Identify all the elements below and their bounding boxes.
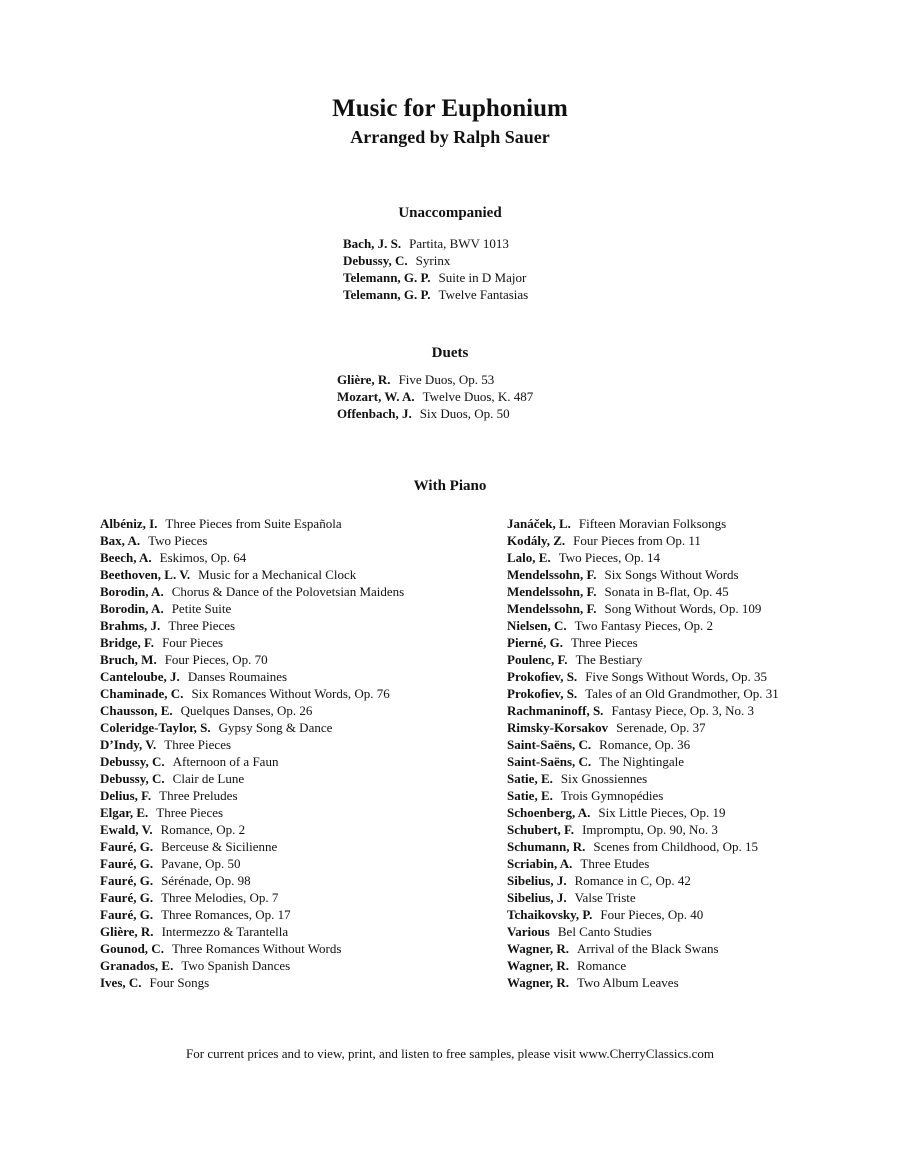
composer-name: Delius, F. [100,788,152,803]
work-title: Danses Roumaines [187,669,288,684]
list-item [100,804,404,821]
list-item [507,753,779,770]
composer-name: Fauré, G. [100,873,154,888]
work-title: Six Little Pieces, Op. 19 [598,805,726,820]
work-title: Five Songs Without Words, Op. 35 [585,669,767,684]
list-item [507,583,779,600]
composer-name: Gounod, C. [100,941,164,956]
list-item [100,872,404,889]
list-item [100,515,404,532]
composer-name: Prokofiev, S. [507,669,578,684]
work-title: Pavane, Op. 50 [161,856,241,871]
work-title: Two Pieces, Op. 14 [558,550,660,565]
composer-name: Glière, R. [100,924,154,939]
list-item [100,566,404,583]
composer-name: Pierné, G. [507,635,563,650]
composer-name: Janáček, L. [507,516,571,531]
list-item [343,252,528,269]
work-title: Fifteen Moravian Folksongs [578,516,727,531]
composer-name: Bruch, M. [100,652,157,667]
list-item [100,974,404,991]
composer-name: Nielsen, C. [507,618,567,633]
work-title: Valse Triste [574,890,636,905]
work-title: Romance, Op. 2 [160,822,246,837]
work-title: Syrinx [415,253,451,268]
list-item [337,371,533,388]
list-item [100,753,404,770]
list-item [507,549,779,566]
duets-list [337,371,533,422]
work-title: Two Fantasy Pieces, Op. 2 [574,618,714,633]
work-title: Trois Gymnopédies [560,788,664,803]
work-title: Romance in C, Op. 42 [574,873,691,888]
work-title: Twelve Fantasias [438,287,529,302]
composer-name: Prokofiev, S. [507,686,578,701]
composer-name: Wagner, R. [507,975,569,990]
composer-name: Debussy, C. [343,253,408,268]
composer-name: Telemann, G. P. [343,270,431,285]
work-title: Three Pieces [156,805,224,820]
composer-name: Beethoven, L. V. [100,567,191,582]
work-title: Four Pieces from Op. 11 [573,533,701,548]
work-title: Music for a Mechanical Clock [198,567,357,582]
composer-name: Fauré, G. [100,856,154,871]
work-title: Bel Canto Studies [557,924,652,939]
composer-name: Albéniz, I. [100,516,158,531]
composer-name: Mendelssohn, F. [507,584,597,599]
list-item [100,838,404,855]
list-item [100,787,404,804]
list-item [507,906,779,923]
work-title: Quelques Danses, Op. 26 [180,703,313,718]
composer-name: Bax, A. [100,533,141,548]
list-item [507,685,779,702]
composer-name: Brahms, J. [100,618,161,633]
composer-name: Scriabin, A. [507,856,573,871]
list-item [507,668,779,685]
unaccompanied-list [343,235,528,303]
list-item [100,957,404,974]
composer-name: Elgar, E. [100,805,149,820]
work-title: Romance, Op. 36 [599,737,691,752]
composer-name: Saint-Saëns, C. [507,737,592,752]
composer-name: Lalo, E. [507,550,551,565]
with-piano-list-left [100,515,404,991]
composer-name: Fauré, G. [100,890,154,905]
composer-name: Granados, E. [100,958,174,973]
list-item [507,923,779,940]
work-title: Intermezzo & Tarantella [161,924,289,939]
list-item [100,583,404,600]
list-item [337,388,533,405]
list-item [507,872,779,889]
section-heading-with-piano: With Piano [413,478,487,494]
work-title: Two Spanish Dances [181,958,291,973]
composer-name: Canteloube, J. [100,669,180,684]
composer-name: Mozart, W. A. [337,389,415,404]
composer-name: Poulenc, F. [507,652,568,667]
work-title: Gypsy Song & Dance [218,720,333,735]
composer-name: Debussy, C. [100,754,165,769]
composer-name: Chaminade, C. [100,686,184,701]
composer-name: Wagner, R. [507,941,569,956]
list-item [100,855,404,872]
work-title: Chorus & Dance of the Polovetsian Maidens [171,584,405,599]
list-item [507,736,779,753]
work-title: Four Pieces [162,635,224,650]
work-title: Five Duos, Op. 53 [398,372,495,387]
list-item [507,821,779,838]
list-item [507,532,779,549]
list-item [343,269,528,286]
list-item [507,804,779,821]
list-item [507,600,779,617]
composer-name: Ewald, V. [100,822,153,837]
composer-name: Schumann, R. [507,839,586,854]
work-title: Berceuse & Sicilienne [161,839,278,854]
composer-name: Mendelssohn, F. [507,601,597,616]
work-title: Romance [577,958,627,973]
list-item [507,974,779,991]
page-subtitle: Arranged by Ralph Sauer [350,127,550,147]
list-item [507,719,779,736]
work-title: Three Romances Without Words [171,941,342,956]
work-title: Serenade, Op. 37 [616,720,706,735]
work-title: Afternoon of a Faun [172,754,279,769]
list-item [100,719,404,736]
footer-note: For current prices and to view, print, and listen to free samples, please visit www.CherryClassics.com [186,1046,714,1061]
list-item [100,668,404,685]
composer-name: Rachmaninoff, S. [507,703,604,718]
list-item [507,855,779,872]
composer-name: Glière, R. [337,372,391,387]
work-title: Partita, BWV 1013 [409,236,509,251]
list-item [507,617,779,634]
work-title: Three Romances, Op. 17 [161,907,291,922]
work-title: Two Album Leaves [577,975,679,990]
list-item [507,889,779,906]
composer-name: Beech, A. [100,550,152,565]
composer-name: Fauré, G. [100,839,154,854]
list-item [507,634,779,651]
composer-name: Mendelssohn, F. [507,567,597,582]
work-title: Clair de Lune [172,771,245,786]
list-item [100,889,404,906]
composer-name: Various [507,924,550,939]
composer-name: Bach, J. S. [343,236,402,251]
list-item [507,957,779,974]
work-title: Scenes from Childhood, Op. 15 [593,839,759,854]
list-item [100,736,404,753]
composer-name: Kodály, Z. [507,533,566,548]
work-title: Four Songs [149,975,210,990]
work-title: Three Preludes [159,788,238,803]
work-title: Six Duos, Op. 50 [419,406,510,421]
composer-name: Debussy, C. [100,771,165,786]
work-title: Arrival of the Black Swans [577,941,719,956]
page-title: Music for Euphonium [332,95,568,122]
list-item [343,286,528,303]
work-title: Three Etudes [580,856,650,871]
list-item [100,634,404,651]
composer-name: Rimsky-Korsakov [507,720,609,735]
list-item [100,617,404,634]
list-item [507,838,779,855]
list-item [100,821,404,838]
list-item [100,940,404,957]
list-item [100,685,404,702]
composer-name: Bridge, F. [100,635,155,650]
work-title: Sérénade, Op. 98 [161,873,251,888]
work-title: Six Gnossiennes [560,771,648,786]
composer-name: Saint-Saëns, C. [507,754,592,769]
section-heading-unaccompanied: Unaccompanied [398,205,502,221]
composer-name: D’Indy, V. [100,737,157,752]
composer-name: Fauré, G. [100,907,154,922]
composer-name: Ives, C. [100,975,142,990]
list-item [100,651,404,668]
composer-name: Sibelius, J. [507,890,567,905]
composer-name: Chausson, E. [100,703,173,718]
list-item [100,770,404,787]
work-title: The Bestiary [575,652,643,667]
list-item [507,702,779,719]
work-title: Three Pieces from Suite Española [165,516,342,531]
work-title: Four Pieces, Op. 70 [164,652,268,667]
composer-name: Satie, E. [507,788,553,803]
section-heading-duets: Duets [431,345,469,361]
work-title: Two Pieces [148,533,208,548]
work-title: Suite in D Major [438,270,527,285]
list-item [100,923,404,940]
work-title: Petite Suite [171,601,232,616]
composer-name: Coleridge-Taylor, S. [100,720,211,735]
work-title: Three Melodies, Op. 7 [161,890,279,905]
composer-name: Schoenberg, A. [507,805,591,820]
list-item [100,600,404,617]
list-item [100,549,404,566]
list-item [507,515,779,532]
work-title: Song Without Words, Op. 109 [604,601,762,616]
composer-name: Schubert, F. [507,822,575,837]
composer-name: Tchaikovsky, P. [507,907,593,922]
list-item [507,770,779,787]
composer-name: Offenbach, J. [337,406,412,421]
work-title: The Nightingale [599,754,685,769]
list-item [507,940,779,957]
list-item [343,235,528,252]
composer-name: Satie, E. [507,771,553,786]
composer-name: Borodin, A. [100,584,164,599]
work-title: Three Pieces [168,618,236,633]
list-item [507,787,779,804]
with-piano-list-right [507,515,779,991]
work-title: Four Pieces, Op. 40 [600,907,704,922]
work-title: Sonata in B-flat, Op. 45 [604,584,729,599]
work-title: Three Pieces [164,737,232,752]
list-item [100,532,404,549]
composer-name: Telemann, G. P. [343,287,431,302]
list-item [507,566,779,583]
list-item [100,702,404,719]
work-title: Tales of an Old Grandmother, Op. 31 [585,686,779,701]
list-item [337,405,533,422]
work-title: Six Romances Without Words, Op. 76 [191,686,390,701]
list-item [100,906,404,923]
work-title: Twelve Duos, K. 487 [422,389,534,404]
work-title: Three Pieces [570,635,638,650]
composer-name: Wagner, R. [507,958,569,973]
list-item [507,651,779,668]
work-title: Impromptu, Op. 90, No. 3 [582,822,718,837]
composer-name: Borodin, A. [100,601,164,616]
work-title: Six Songs Without Words [604,567,739,582]
composer-name: Sibelius, J. [507,873,567,888]
work-title: Fantasy Piece, Op. 3, No. 3 [611,703,755,718]
work-title: Eskimos, Op. 64 [159,550,247,565]
